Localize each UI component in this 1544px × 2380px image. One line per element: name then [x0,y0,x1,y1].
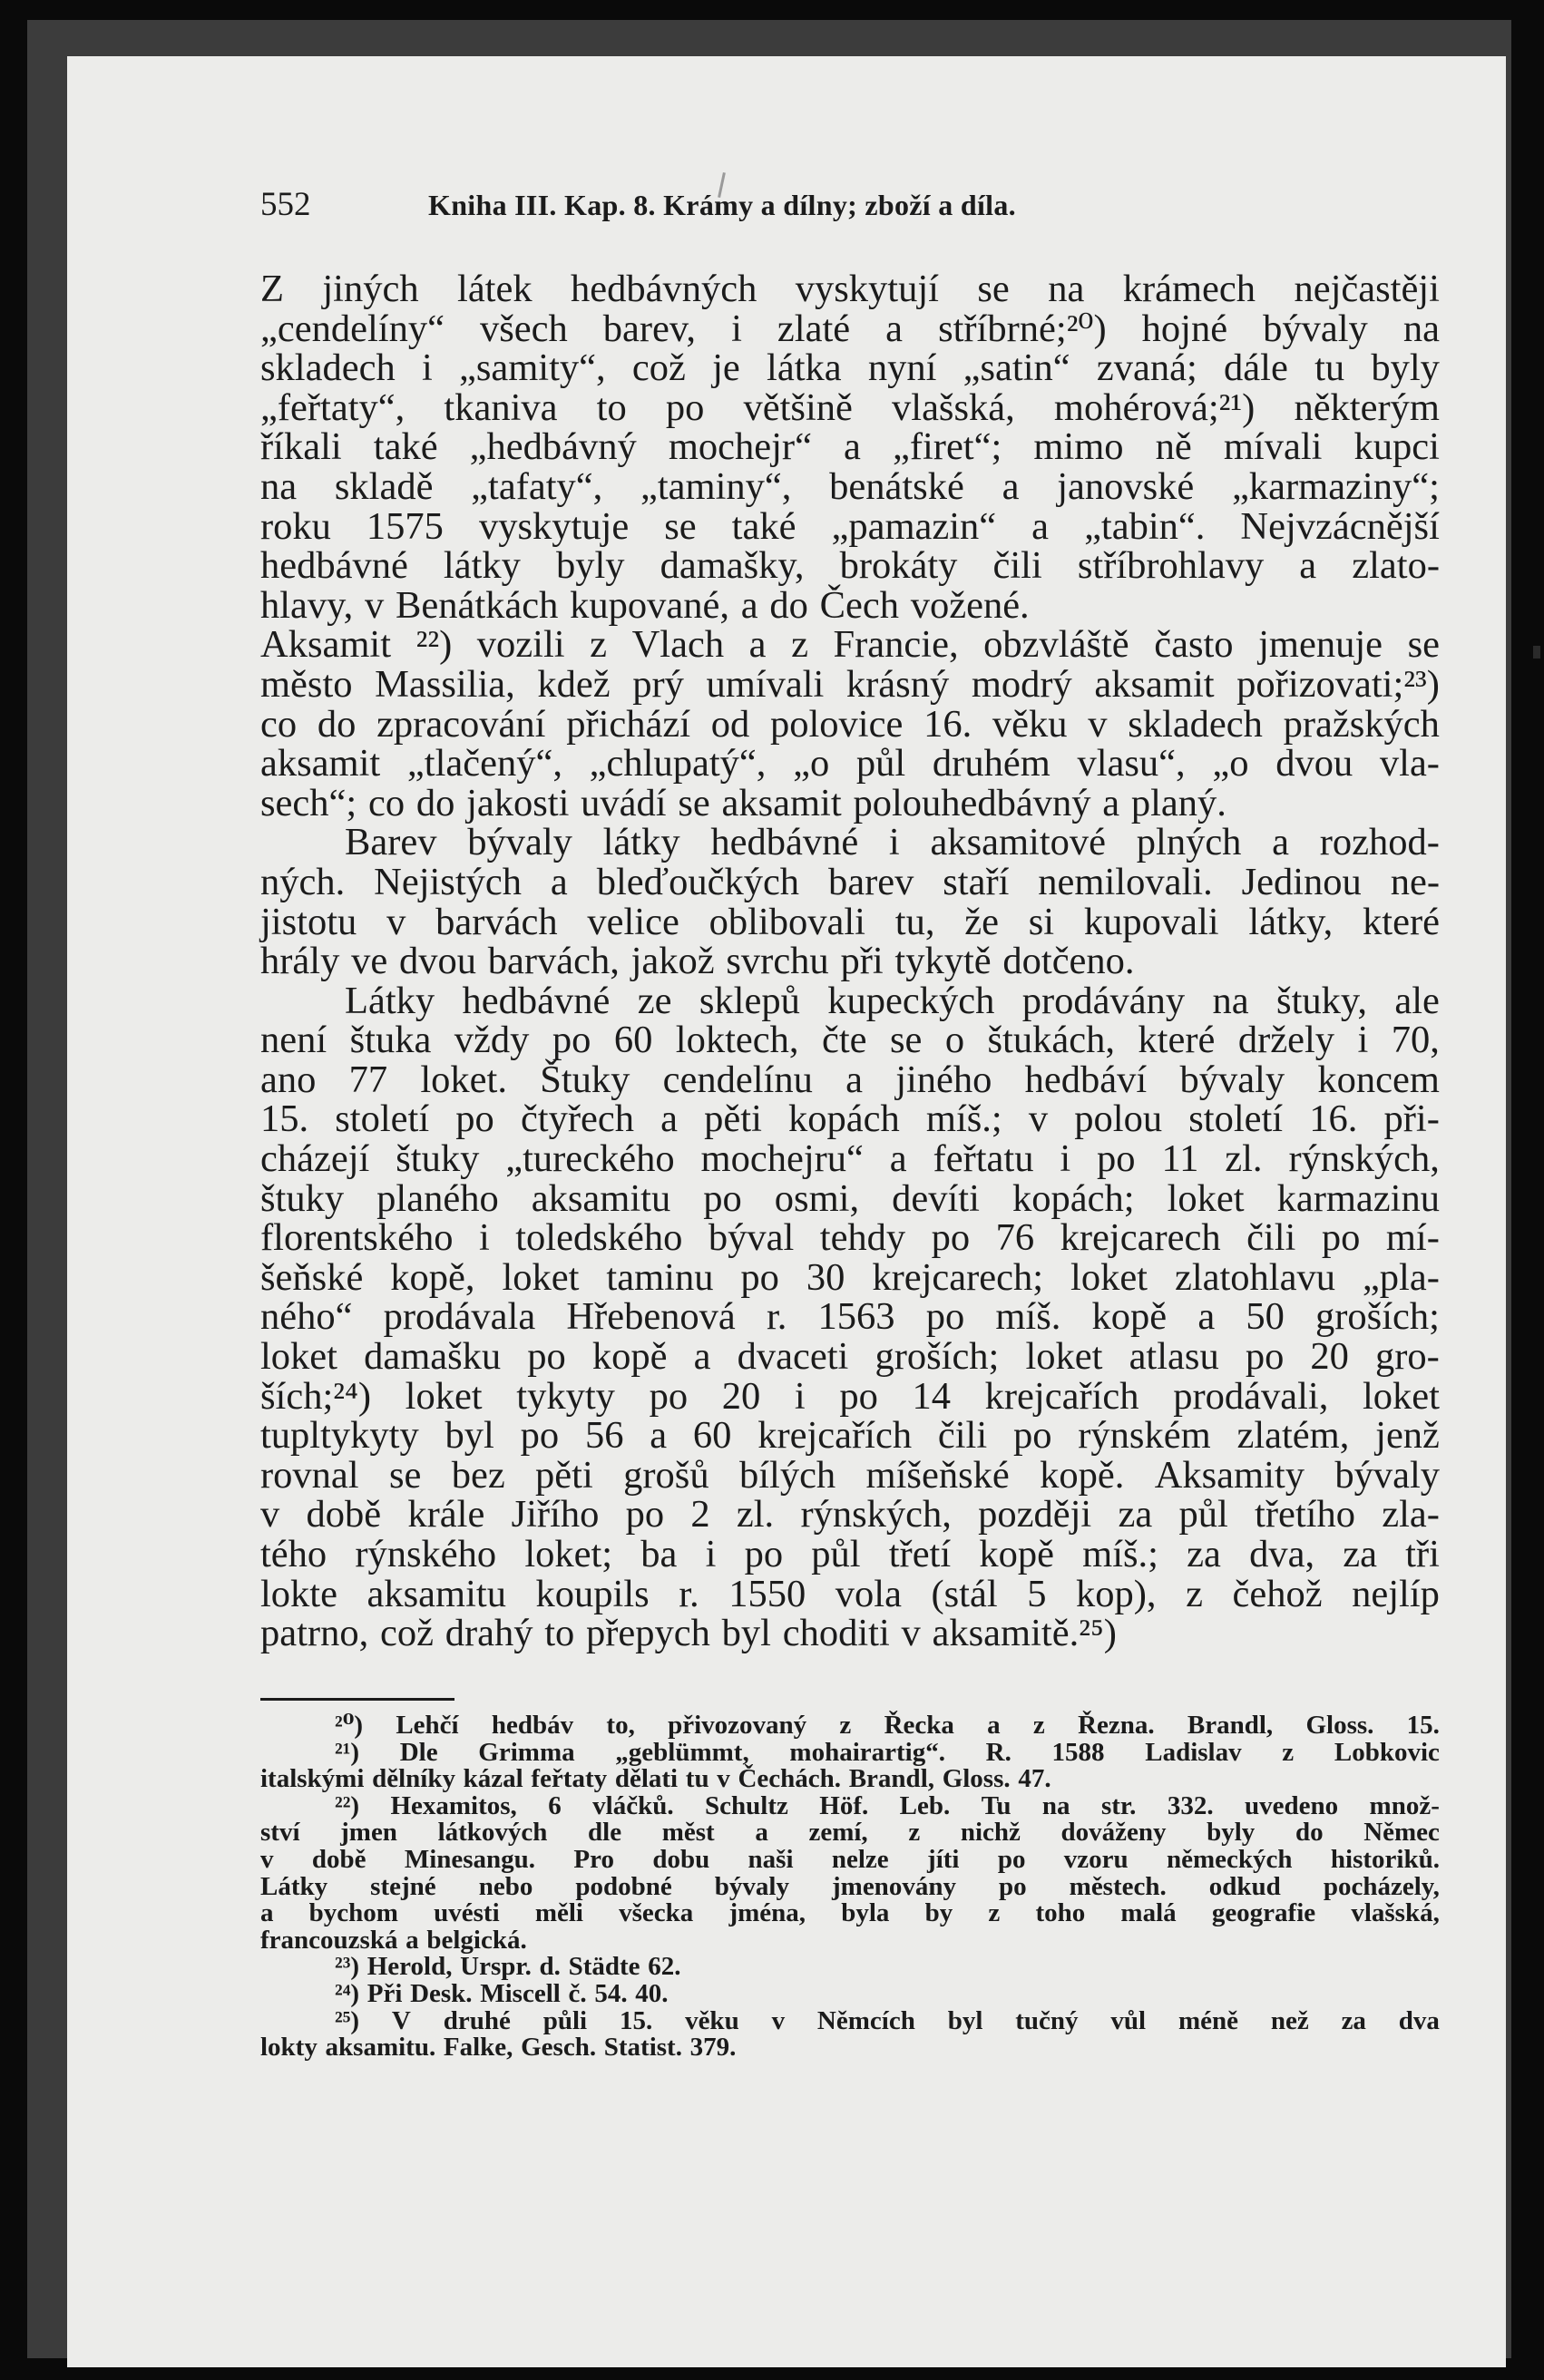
body-line: cházejí štuky „tureckého mochejru“ a feřtatu i po 11 zl. rýnských, [260,1137,1440,1181]
body-line: lokte aksamitu koupils r. 1550 vola (stál 5 kop), z čehož nejlíp [260,1572,1440,1615]
footnote-line: Látky stejné nebo podobné bývaly jmenovány po městech. odkud pocházely, [260,1871,1440,1901]
footnote-line: ²¹) Dle Grimma „geblümmt, mohairartig“. R. 1588 Ladislav z Lobkovic [335,1737,1440,1767]
footnote-line: italskými dělníky kázal feřtaty dělati tu v Čechách. Brandl, Gloss. 47. [260,1764,1051,1794]
body-line: hlavy, v Benátkách kupované, a do Čech vožené. [260,583,1030,627]
body-line: hrály ve dvou barvách, jakož svrchu při tykytě dotčeno. [260,940,1135,983]
body-line: říkali také „hedbávný mochejr“ a „firet“; mimo ně mívali kupci [260,425,1440,469]
body-line: hedbávné látky byly damašky, brokáty čili stříbrohlavy a zlato- [260,544,1440,588]
body-line: sech“; co do jakosti uvádí se aksamit polouhedbávný a planý. [260,781,1226,824]
body-line: loket damašku po kopě a dvaceti groších; loket atlasu po 20 gro- [260,1335,1440,1379]
footnote-line: ²⁵) V druhé půli 15. věku v Němcích byl tučný vůl méně než za dva [335,2005,1440,2035]
footnote-line: ²⁴) Při Desk. Miscell č. 54. 40. [335,1978,669,2008]
scan-edge-mark [1533,646,1540,658]
footnote-rule [260,1698,454,1701]
footnote-line: ²³) Herold, Urspr. d. Städte 62. [335,1952,681,1982]
body-line: na skladě „tafaty“, „taminy“, benátské a janovské „karmaziny“; [260,464,1440,508]
body-line: šeňské kopě, loket taminu po 30 krejcarech; loket zlatohlavu „pla- [260,1255,1440,1299]
body-line: „cendelíny“ všech barev, i zlaté a stříbrné;²⁰) hojné bývaly na [260,307,1440,350]
body-line: patrno, což drahý to přepych byl choditi v aksamitě.²⁵) [260,1612,1117,1655]
page-number: 552 [260,186,311,223]
body-line: není štuka vždy po 60 loktech, čte se o štukách, které držely i 70, [260,1019,1440,1062]
body-line: tého rýnského loket; ba i po půl třetí kopě míš.; za dva, za tři [260,1533,1440,1575]
footnote-line: francouzská a belgická. [260,1925,527,1955]
body-line: ných. Nejistých a bleďoučkých barev staří nemilovali. Jedinou ne- [260,860,1440,903]
body-line: „feřtaty“, tkaniva to po většině vlašská, mohérová;²¹) některým [260,385,1440,429]
body-line: Aksamit ²²) vozili z Vlach a z Francie, obzvláště často jmenuje se [260,623,1440,667]
running-title: Kniha III. Kap. 8. Krámy a dílny; zboží a díla. [428,189,1016,221]
body-text [260,269,1440,1653]
body-line: Barev bývaly látky hedbávné i aksamitové plných a rozhod- [345,821,1440,864]
body-line: aksamit „tlačený“, „chlupatý“, „o půl druhém vlasu“, „o dvou vla- [260,742,1440,785]
body-line: Látky hedbávné ze sklepů kupeckých prodávány na štuky, ale [345,979,1440,1022]
body-line: ších;²⁴) loket tykyty po 20 i po 14 krejcařích prodávali, loket [260,1374,1440,1418]
footnote-line: lokty aksamitu. Falke, Gesch. Statist. 379. [260,2033,737,2063]
body-line: rovnal se bez pěti grošů bílých míšeňské kopě. Aksamity bývaly [260,1453,1440,1497]
body-line: florentského i toledského býval tehdy po 76 krejcarech čili po mí- [260,1216,1440,1260]
body-line: v době krále Jiřího po 2 zl. rýnských, později za půl třetího zla- [260,1493,1440,1536]
body-line: co do zpracování přichází od polovice 16. věku v skladech pražských [260,702,1440,746]
body-line: roku 1575 vyskytuje se také „pamazin“ a „tabin“. Nejvzácnější [260,504,1440,548]
page-header [260,181,1349,229]
body-line: ného“ prodávala Hřebenová r. 1563 po míš. kopě a 50 groších; [260,1295,1440,1339]
body-line: 15. století po čtyřech a pěti kopách míš.; v polou století 16. při- [260,1097,1440,1141]
footnotes [260,1712,1440,2062]
footnote-line: ²²) Hexamitos, 6 vláčků. Schultz Höf. Leb. Tu na str. 332. uvedeno množ- [335,1790,1440,1820]
body-line: štuky planého aksamitu po osmi, devíti kopách; loket karmazinu [260,1176,1440,1220]
footnote-line: ²⁰) Lehčí hedbáv to, přivozovaný z Řecka a z Řezna. Brandl, Gloss. 15. [335,1711,1440,1740]
body-line: jistotu v barvách velice oblibovali tu, že si kupovali látky, které [260,900,1440,943]
body-line: Z jiných látek hedbávných vyskytují se na krámech nejčastěji [260,268,1440,310]
book-page [67,56,1506,2367]
body-line: ano 77 loket. Štuky cendelínu a jiného hedbáví bývaly koncem [260,1058,1440,1101]
footnote-line: ství jmen látkových dle měst a zemí, z nichž dováženy byly do Němec [260,1818,1440,1848]
footnote-line: v době Minesangu. Pro dobu naši nelze jíti po vzoru německých historiků. [260,1844,1440,1874]
body-line: město Massilia, kdež prý umívali krásný modrý aksamit pořizovati;²³) [260,662,1440,706]
body-line: skladech i „samity“, což je látka nyní „satin“ zvaná; dále tu byly [260,346,1440,390]
scan-border [27,20,1511,2358]
body-line: tupltykyty byl po 56 a 60 krejcařích čili po rýnském zlatém, jenž [260,1414,1440,1458]
footnote-line: a bychom uvésti měli všecka jména, byla by z toho malá geografie vlašská, [260,1898,1440,1928]
